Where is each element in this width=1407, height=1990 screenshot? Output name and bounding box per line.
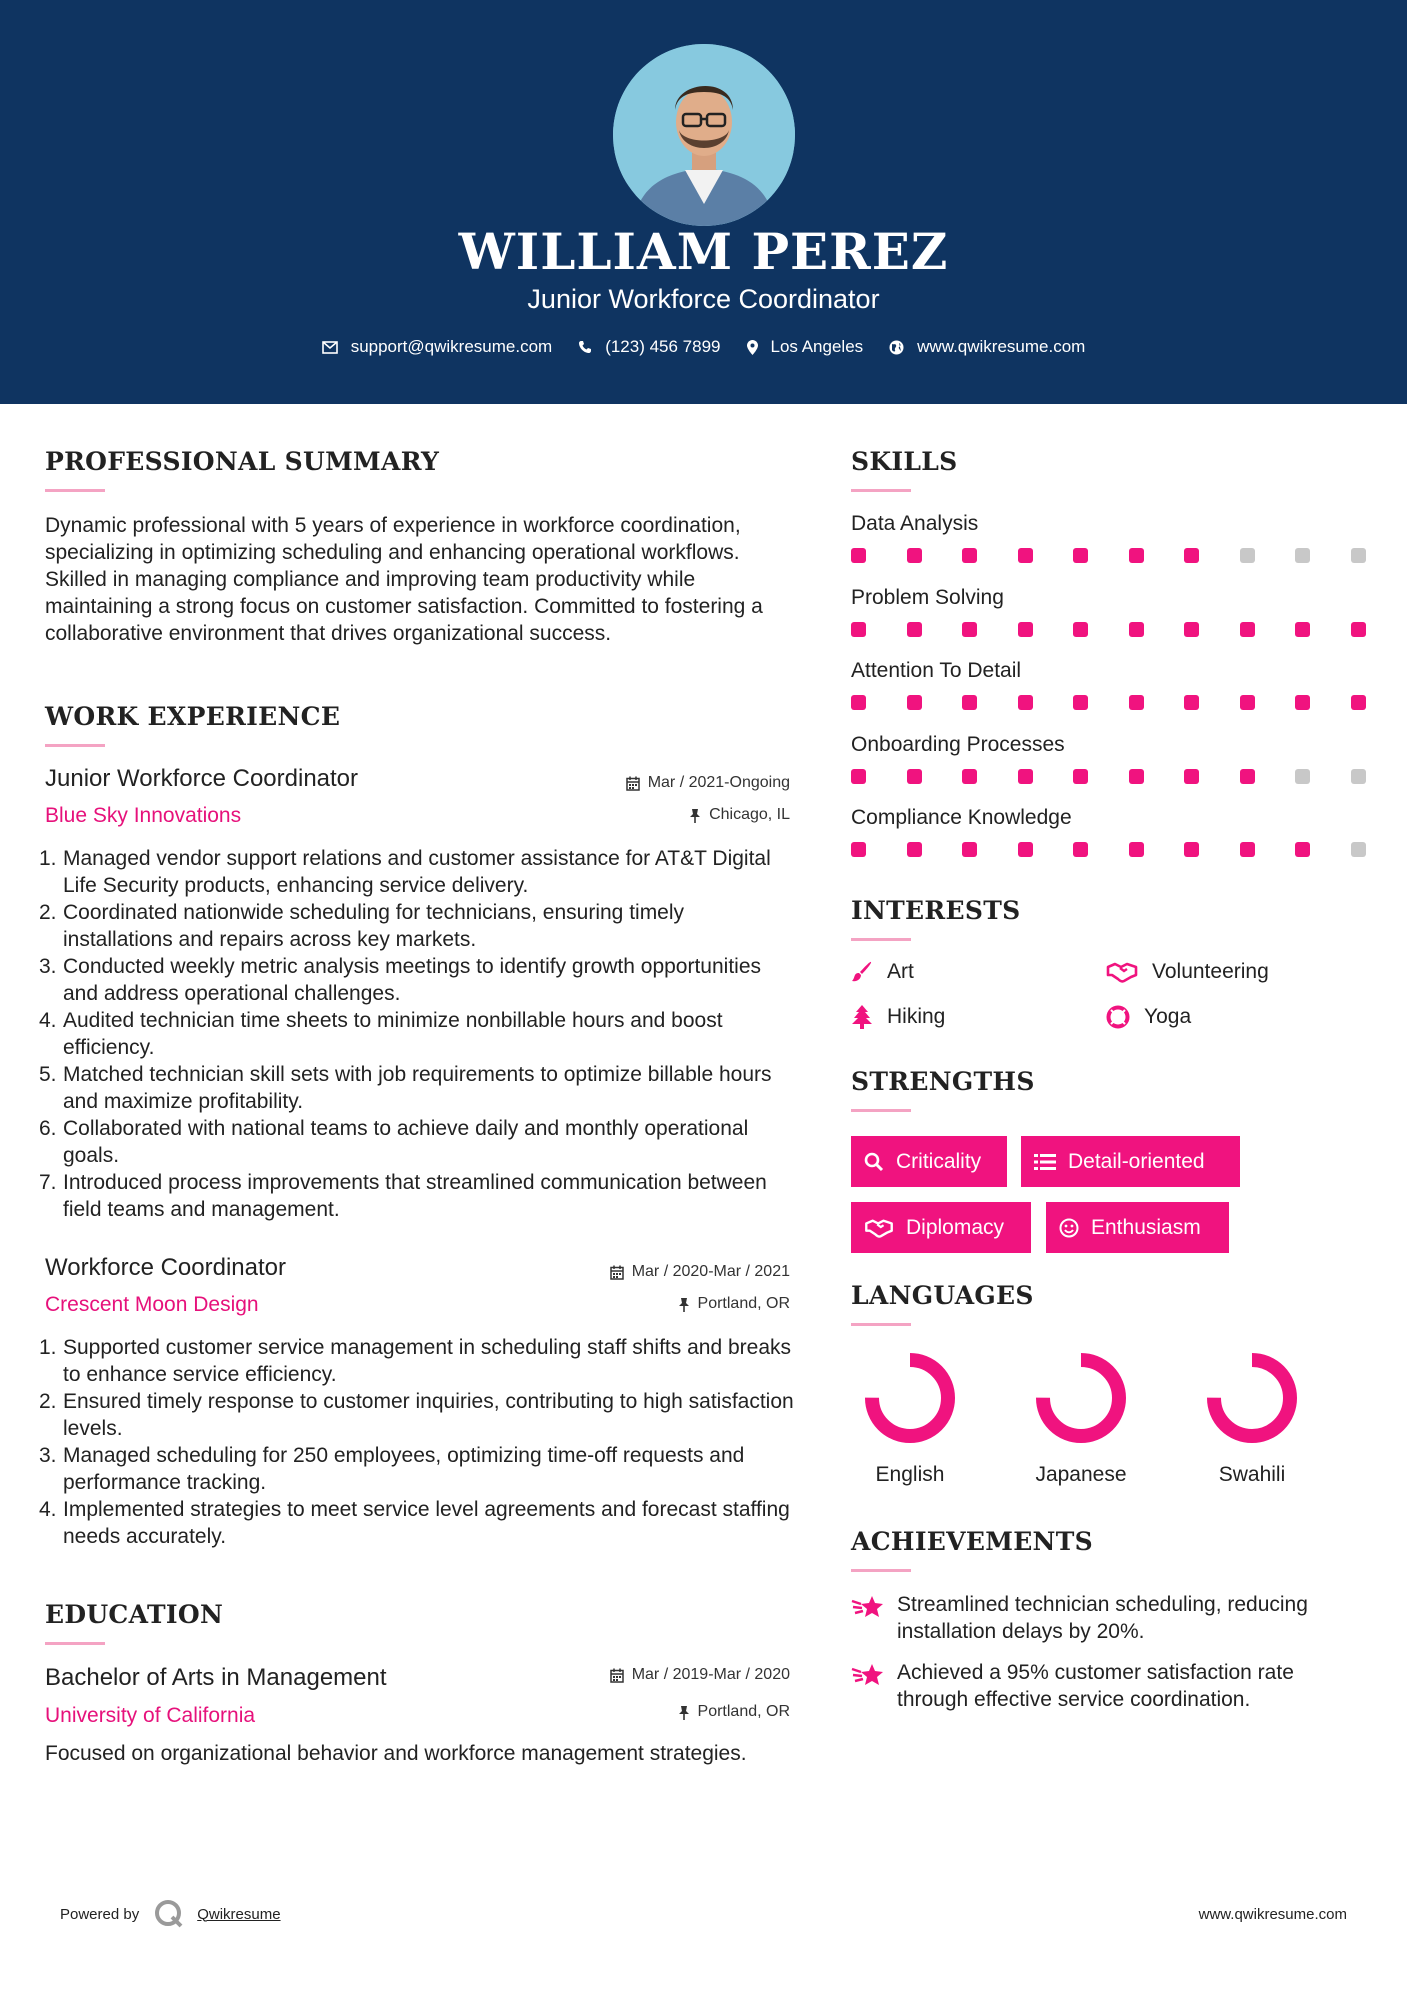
calendar-icon [610,1668,624,1683]
skill-dot [1073,622,1088,637]
skills-heading: SKILLS [851,447,958,476]
education-underline [45,1642,105,1645]
skill-rating [851,695,1406,710]
skill-dot [1351,695,1366,710]
paintbrush-icon [851,961,873,983]
job-location-text: Chicago, IL [709,806,790,823]
skill-dot [1129,842,1144,857]
skill-dot [1184,548,1199,563]
strength-badge-criticality: Criticality [851,1136,1007,1187]
skill-dot [851,842,866,857]
contact-bar [0,337,1407,357]
job-location-text: Portland, OR [697,1295,790,1312]
phone-text: (123) 456 7899 [605,337,721,356]
company-name: Crescent Moon Design [45,1293,259,1316]
list-item: 4. Audited technician time sheets to minimize nonbillable hours and boost efficiency. [39,1009,723,1059]
skills-underline [851,489,911,492]
job-title: Workforce Coordinator [45,1254,286,1281]
skill-dot [851,769,866,784]
language-gauge [1187,1350,1317,1446]
skill-dot [1295,695,1310,710]
skill-dot [1073,769,1088,784]
contact-email[interactable] [322,337,553,357]
strengths-heading: STRENGTHS [851,1067,1035,1096]
interest-hiking: Hiking [851,1005,945,1029]
job-date [450,774,790,792]
achievements-heading: ACHIEVEMENTS [851,1527,1093,1556]
skill-dot [1295,622,1310,637]
language-arc [1214,1360,1290,1436]
skill-rating [851,769,1406,784]
job-location [450,1295,790,1313]
interest-art: Art [851,960,914,984]
skill-dot [1184,842,1199,857]
language-item [1187,1350,1317,1487]
summary-heading: PROFESSIONAL SUMMARY [45,447,440,476]
achievement-item: Achieved a 95% customer satisfaction rate through effective service coordination. [851,1659,1361,1713]
job-date [450,1263,790,1281]
skill-dot [1073,548,1088,563]
pushpin-icon [689,808,701,823]
skill-dot [907,622,922,637]
skill-dot [1351,769,1366,784]
skill-dot [1295,842,1310,857]
education-location-text: Portland, OR [697,1703,790,1720]
summary-text: Dynamic professional with 5 years of experience in workforce coordination, specializing in optimizing scheduling and enhancing operational workflows. Skilled in managing compliance and improving team productivity while maintaining a strong focus on customer satisfaction. Committed to fostering a collaborative environment that drives organizational success. [45,514,763,645]
shooting-star-icon [851,1661,885,1689]
list-item: 1. Managed vendor support relations and customer assistance for AT&T Digital Life Security products, enhancing service delivery. [39,847,771,897]
languages-heading: LANGUAGES [851,1281,1034,1310]
handshake-icon [1106,961,1138,983]
skill-dot [907,842,922,857]
skill-dot [907,769,922,784]
experience-heading: WORK EXPERIENCE [45,702,341,731]
list-item: 3. Conducted weekly metric analysis meetings to identify growth opportunities and address operational challenges. [39,955,762,1005]
powered-by-text: Powered by [60,1905,140,1923]
pushpin-icon [678,1297,690,1312]
job-location [450,806,790,824]
skill-dot [1240,548,1255,563]
skill-label: Data Analysis [851,512,979,535]
list-item: 2. Coordinated nationwide scheduling for technicians, ensuring timely installations and repairs across key markets. [39,901,685,951]
contact-website[interactable] [889,337,1085,357]
calendar-icon [626,776,640,791]
achievement-item: Streamlined technician scheduling, reducing installation delays by 20%. [851,1591,1361,1645]
education-date [450,1666,790,1684]
skill-label: Attention To Detail [851,659,1022,682]
company-name: Blue Sky Innovations [45,804,242,827]
candidate-name: WILLIAM PEREZ [458,222,949,281]
degree-title: Bachelor of Arts in Management [45,1664,387,1691]
contact-location [747,337,864,357]
powered-by [60,1898,281,1930]
school-name: University of California [45,1704,256,1727]
skill-dot [1018,842,1033,857]
list-item: 7. Introduced process improvements that streamlined communication between field teams and management. [39,1171,767,1221]
phone-icon [578,340,592,354]
list-item: 1. Supported customer service management in scheduling staff shifts and breaks to enhance service efficiency. [39,1336,792,1386]
list-item: 6. Collaborated with national teams to achieve daily and monthly operational goals. [39,1117,749,1167]
list-item: 3. Managed scheduling for 250 employees, optimizing time-off requests and performance tracking. [39,1444,745,1494]
qwikresume-logo-icon [153,1898,185,1930]
skill-dot [1351,842,1366,857]
achievements-underline [851,1569,911,1572]
skill-dot [1351,548,1366,563]
skill-dot [1240,695,1255,710]
pushpin-icon [678,1705,690,1720]
education-text: Focused on organizational behavior and workforce management strategies. [45,1742,747,1765]
skill-dot [962,695,977,710]
job-date-text: Mar / 2021-Ongoing [647,774,790,791]
website-text: www.qwikresume.com [917,337,1086,356]
contact-phone[interactable] [578,337,720,357]
footer-website[interactable]: www.qwikresume.com [1198,1906,1347,1923]
skill-dot [1018,769,1033,784]
strength-badge-enthusiasm: Enthusiasm [1046,1202,1229,1253]
strength-badge-diplomacy: Diplomacy [851,1202,1031,1253]
job-bullets [39,845,795,1223]
job-bullets [39,1334,795,1550]
skill-rating [851,622,1406,637]
skill-dot [1184,769,1199,784]
calendar-icon [610,1265,624,1280]
skill-label: Problem Solving [851,585,1004,609]
list-item: 5. Matched technician skill sets with job requirements to optimize billable hours and maximize profitability. [39,1063,772,1113]
search-icon [864,1152,884,1172]
skill-dot [851,695,866,710]
skill-rating [851,842,1406,857]
language-gauge [1016,1350,1146,1446]
skill-dot [1073,842,1088,857]
skill-dot [962,622,977,637]
skill-rating [851,548,1406,563]
skill-dot [1295,548,1310,563]
location-text: Los Angeles [770,337,864,356]
skill-dot [1018,548,1033,563]
skill-dot [1018,695,1033,710]
education-date-text: Mar / 2019-Mar / 2020 [631,1666,790,1683]
language-arc [1043,1360,1119,1436]
education-location [450,1703,790,1721]
interests-underline [851,938,911,941]
language-arc [872,1360,948,1436]
skill-dot [1129,548,1144,563]
interests-heading: INTERESTS [851,896,1021,925]
summary-underline [45,489,105,492]
job-date-text: Mar / 2020-Mar / 2021 [631,1263,790,1280]
shooting-star-icon [851,1593,885,1621]
skill-dot [1240,769,1255,784]
skill-dot [1351,622,1366,637]
handshake-icon [864,1218,894,1238]
languages-underline [851,1323,911,1326]
skill-dot [1129,695,1144,710]
globe-icon [889,340,904,355]
strength-badge-detail-oriented: Detail-oriented [1021,1136,1240,1187]
person-avatar-icon [613,44,795,226]
email-text: support@qwikresume.com [350,337,553,356]
skill-dot [851,622,866,637]
tree-icon [851,1005,873,1029]
skill-dot [1129,769,1144,784]
profile-photo [613,44,795,226]
skill-label: Compliance Knowledge [851,806,1072,829]
brand-link[interactable]: Qwikresume [197,1905,281,1923]
skill-dot [907,548,922,563]
language-gauge [845,1350,975,1446]
skill-label: Onboarding Processes [851,732,1065,756]
interest-volunteering: Volunteering [1106,960,1269,984]
envelope-icon [322,341,338,354]
language-item [1016,1350,1146,1487]
experience-underline [45,744,105,747]
skill-dot [1073,695,1088,710]
education-heading: EDUCATION [45,1600,224,1629]
language-label: English [875,1463,945,1486]
skill-dot [907,695,922,710]
skill-dot [1184,622,1199,637]
language-label: Japanese [1035,1463,1127,1486]
candidate-title: Junior Workforce Coordinator [527,284,880,314]
skill-dot [962,769,977,784]
language-label: Swahili [1218,1463,1286,1486]
language-item [845,1350,975,1487]
resume-header [0,0,1407,404]
skill-dot [962,548,977,563]
list-item: 4. Implemented strategies to meet service level agreements and forecast staffing needs accurately. [39,1498,790,1548]
lifering-icon [1106,1005,1130,1029]
skill-dot [1295,769,1310,784]
list-item: 2. Ensured timely response to customer inquiries, contributing to high satisfaction levels. [39,1390,794,1440]
job-title: Junior Workforce Coordinator [45,765,359,792]
skill-dot [1184,695,1199,710]
skill-dot [1240,622,1255,637]
smile-icon [1059,1218,1079,1238]
skill-dot [962,842,977,857]
skill-dot [1018,622,1033,637]
map-pin-icon [747,340,758,355]
list-icon [1034,1153,1056,1171]
strengths-underline [851,1109,911,1112]
skill-dot [1129,622,1144,637]
skill-dot [1240,842,1255,857]
skill-dot [851,548,866,563]
interest-yoga: Yoga [1106,1005,1191,1029]
